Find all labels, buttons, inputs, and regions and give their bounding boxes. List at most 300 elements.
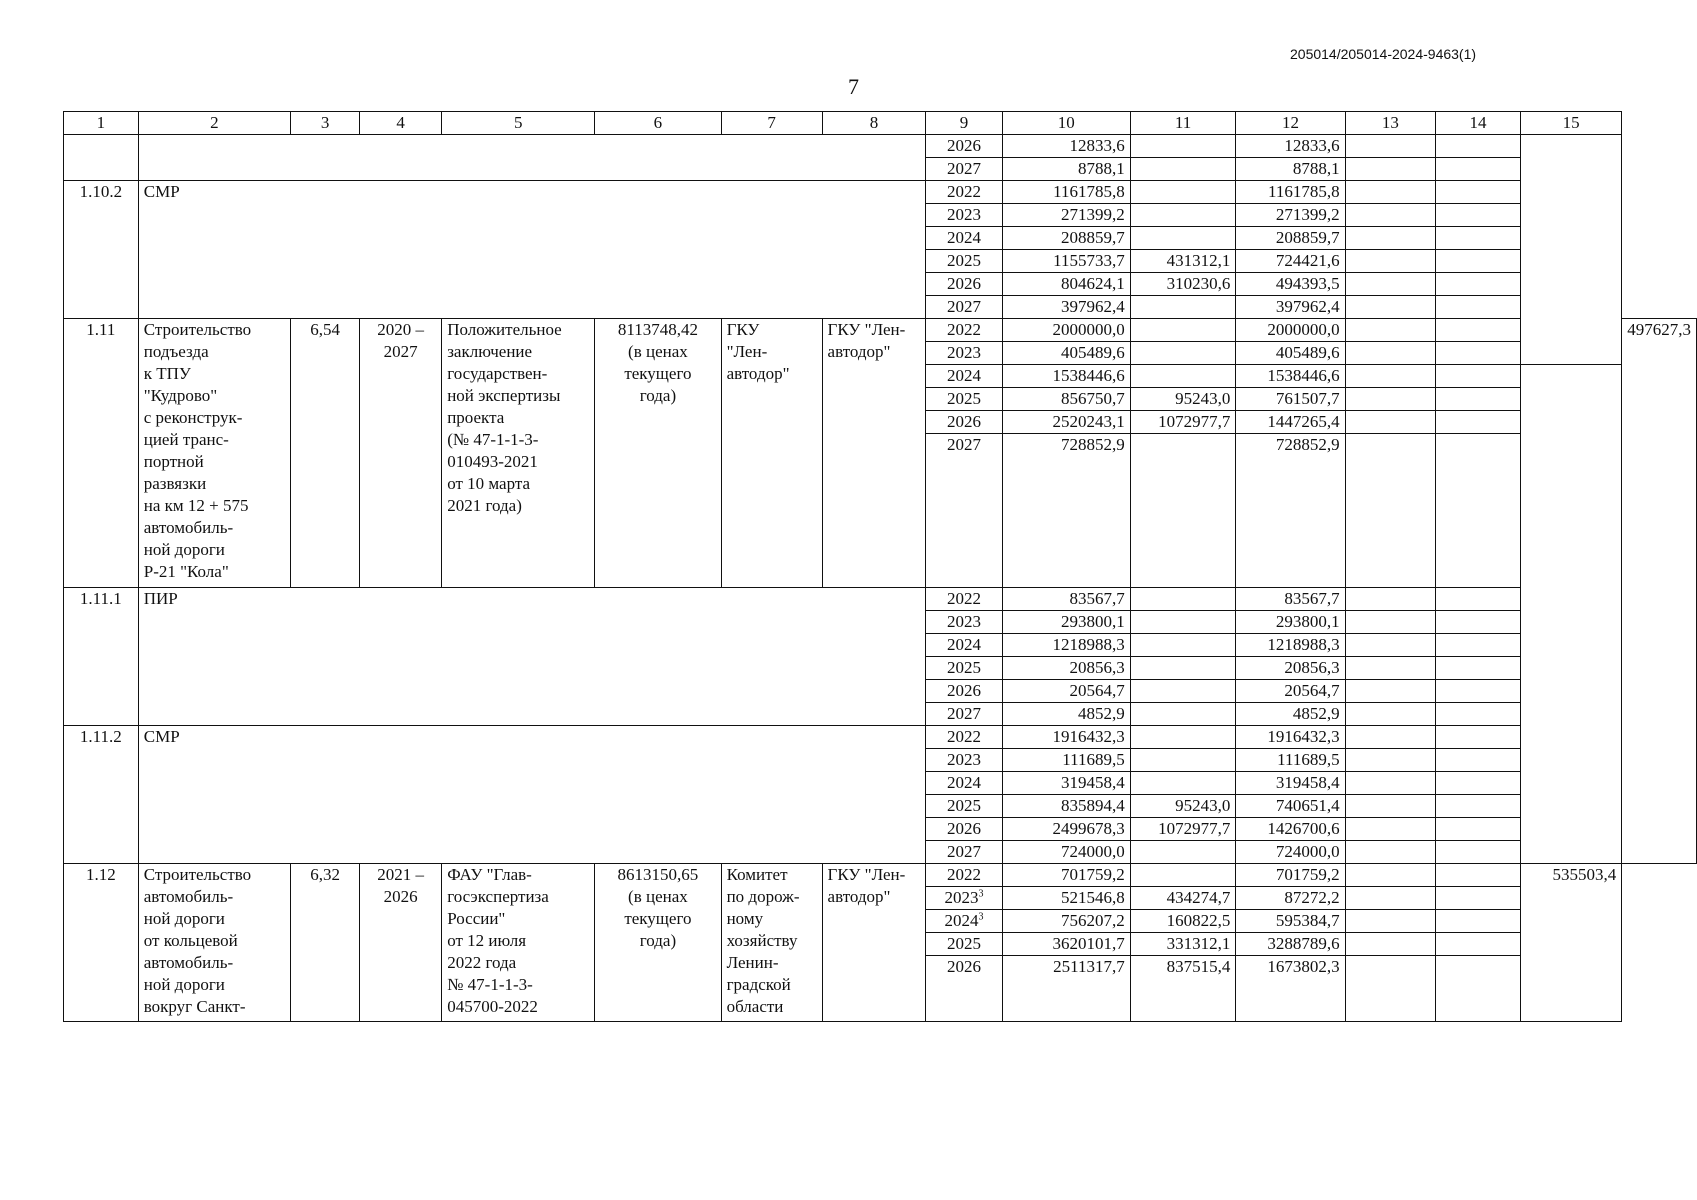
col-header: 1 <box>64 112 139 135</box>
col13-cell <box>1345 864 1435 887</box>
stage-name-cell: СМР <box>138 726 926 864</box>
row-number-cell: 1.11 <box>64 319 139 588</box>
federal-amount-cell <box>1130 634 1236 657</box>
col14-cell <box>1436 158 1521 181</box>
expertise-cell-line: проекта <box>447 408 505 427</box>
year-cell: 2025 <box>926 657 1002 680</box>
regional-amount-cell: 740651,4 <box>1236 795 1345 818</box>
total-amount-cell: 1155733,7 <box>1002 250 1130 273</box>
col13-cell <box>1345 135 1435 158</box>
federal-amount-cell <box>1130 135 1236 158</box>
regional-amount-cell: 208859,7 <box>1236 227 1345 250</box>
total-amount-cell: 1218988,3 <box>1002 634 1130 657</box>
year-cell: 2027 <box>926 296 1002 319</box>
regional-amount-cell: 1218988,3 <box>1236 634 1345 657</box>
regional-amount-cell: 293800,1 <box>1236 611 1345 634</box>
continuation-cell <box>138 135 926 181</box>
col14-cell <box>1436 703 1521 726</box>
expertise-cell-line: госэкспертиза <box>447 887 549 906</box>
regional-amount-cell: 1447265,4 <box>1236 411 1345 434</box>
col14-cell <box>1436 273 1521 296</box>
col14-cell <box>1436 434 1521 588</box>
regional-amount-cell: 3288789,6 <box>1236 933 1345 956</box>
total-amount-cell: 701759,2 <box>1002 864 1130 887</box>
total-amount-cell: 2000000,0 <box>1002 319 1130 342</box>
cost-cell-line: текущего <box>624 909 692 928</box>
federal-amount-cell <box>1130 204 1236 227</box>
year-cell: 2023 <box>926 749 1002 772</box>
footnote-mark: 3 <box>978 888 984 900</box>
expertise-cell-line: 2022 года <box>447 953 517 972</box>
year-cell: 2022 <box>926 181 1002 204</box>
year-cell: 2022 <box>926 588 1002 611</box>
regional-amount-cell: 271399,2 <box>1236 204 1345 227</box>
row-number-cell: 1.11.1 <box>64 588 139 726</box>
col14-cell <box>1436 841 1521 864</box>
expertise-cell-line: ФАУ "Глав- <box>447 865 532 884</box>
table-row <box>64 181 1697 204</box>
col-header: 4 <box>360 112 442 135</box>
col13-cell <box>1345 158 1435 181</box>
col-header: 11 <box>1130 112 1236 135</box>
table-row <box>64 588 1697 611</box>
col13-cell <box>1345 227 1435 250</box>
regional-amount-cell: 1916432,3 <box>1236 726 1345 749</box>
year-cell: 2026 <box>926 956 1002 1022</box>
col13-cell <box>1345 887 1435 910</box>
col13-cell <box>1345 273 1435 296</box>
col13-cell <box>1345 634 1435 657</box>
total-amount-cell: 521546,8 <box>1002 887 1130 910</box>
col14-cell <box>1436 956 1521 1022</box>
regional-amount-cell: 761507,7 <box>1236 388 1345 411</box>
expertise-cell-line: от 12 июля <box>447 931 527 950</box>
federal-amount-cell <box>1130 657 1236 680</box>
regional-amount-cell: 111689,5 <box>1236 749 1345 772</box>
federal-amount-cell: 434274,7 <box>1130 887 1236 910</box>
total-amount-cell: 319458,4 <box>1002 772 1130 795</box>
customer-cell-line: автодор" <box>726 364 790 383</box>
customer-cell-line: "Лен- <box>726 342 768 361</box>
object-name-cell-line: развязки <box>143 474 207 493</box>
col-header: 6 <box>595 112 721 135</box>
period-cell-line: 2026 <box>383 887 418 906</box>
customer-cell-line: Ленин- <box>726 953 779 972</box>
col13-cell <box>1345 841 1435 864</box>
federal-amount-cell: 1072977,7 <box>1130 818 1236 841</box>
federal-amount-cell <box>1130 588 1236 611</box>
object-name-cell-line: автомобиль- <box>143 518 234 537</box>
federal-amount-cell <box>1130 864 1236 887</box>
federal-amount-cell <box>1130 772 1236 795</box>
total-amount-cell: 20564,7 <box>1002 680 1130 703</box>
row-number-cell: 1.12 <box>64 864 139 1022</box>
year-cell: 2023 <box>926 342 1002 365</box>
year-cell: 2026 <box>926 680 1002 703</box>
regional-amount-cell: 87272,2 <box>1236 887 1345 910</box>
expertise-cell-line: ной экспертизы <box>447 386 561 405</box>
col14-cell <box>1436 388 1521 411</box>
customer-cell-line: области <box>726 997 784 1016</box>
federal-amount-cell: 1072977,7 <box>1130 411 1236 434</box>
col-header: 13 <box>1345 112 1435 135</box>
col14-cell <box>1436 204 1521 227</box>
header-row <box>64 112 1697 135</box>
object-name-cell <box>138 319 290 588</box>
regional-amount-cell: 1161785,8 <box>1236 181 1345 204</box>
length-km-cell: 6,32 <box>291 864 360 1022</box>
total-amount-cell: 756207,2 <box>1002 910 1130 933</box>
col14-cell <box>1436 342 1521 365</box>
col14-cell <box>1436 634 1521 657</box>
federal-amount-cell: 95243,0 <box>1130 388 1236 411</box>
page-number: 7 <box>848 74 859 99</box>
table-row <box>64 726 1697 749</box>
col13-cell <box>1345 611 1435 634</box>
year-cell: 2022 <box>926 726 1002 749</box>
col-header: 7 <box>721 112 822 135</box>
expertise-cell <box>442 319 595 588</box>
federal-amount-cell <box>1130 680 1236 703</box>
expertise-cell-line: (№ 47-1-1-3- <box>447 430 539 449</box>
col14-cell <box>1436 181 1521 204</box>
period-cell-line: 2020 – <box>377 320 425 339</box>
total-amount-cell: 12833,6 <box>1002 135 1130 158</box>
federal-amount-cell <box>1130 703 1236 726</box>
expertise-cell-line: 045700-2022 <box>447 997 538 1016</box>
col13-cell <box>1345 910 1435 933</box>
col13-cell <box>1345 772 1435 795</box>
period-cell <box>360 319 442 588</box>
regional-amount-cell: 1673802,3 <box>1236 956 1345 1022</box>
object-name-cell-line: с реконструк- <box>143 408 243 427</box>
stage-name-cell: ПИР <box>138 588 926 726</box>
expertise-cell-line: заключение <box>447 342 533 361</box>
col14-cell <box>1436 910 1521 933</box>
year-cell <box>926 887 1002 910</box>
program-table <box>63 111 1697 1022</box>
year-cell: 2027 <box>926 703 1002 726</box>
total-amount-cell: 728852,9 <box>1002 434 1130 588</box>
col14-cell <box>1436 135 1521 158</box>
col-header: 9 <box>926 112 1002 135</box>
customer-cell-line: градской <box>726 975 791 994</box>
col13-cell <box>1345 388 1435 411</box>
expertise-cell-line: России" <box>447 909 506 928</box>
federal-amount-cell: 95243,0 <box>1130 795 1236 818</box>
col13-cell <box>1345 657 1435 680</box>
object-name-cell-line: ной дороги <box>143 540 225 559</box>
expertise-cell-line: государствен- <box>447 364 548 383</box>
federal-amount-cell <box>1130 611 1236 634</box>
expertise-cell-line: № 47-1-1-3- <box>447 975 533 994</box>
federal-amount-cell: 331312,1 <box>1130 933 1236 956</box>
year-cell: 2027 <box>926 158 1002 181</box>
customer-cell-line: ному <box>726 909 764 928</box>
col15-cell <box>1520 135 1621 365</box>
year-cell: 2023 <box>926 204 1002 227</box>
total-amount-cell: 1161785,8 <box>1002 181 1130 204</box>
col13-cell <box>1345 703 1435 726</box>
regional-amount-cell: 4852,9 <box>1236 703 1345 726</box>
customer-cell <box>721 319 822 588</box>
table-row <box>64 135 1697 158</box>
object-name-cell-line: цией транс- <box>143 430 229 449</box>
year-cell: 2025 <box>926 388 1002 411</box>
col14-cell <box>1436 588 1521 611</box>
federal-amount-cell <box>1130 434 1236 588</box>
total-amount-cell: 208859,7 <box>1002 227 1130 250</box>
federal-amount-cell <box>1130 726 1236 749</box>
period-cell-line: 2021 – <box>377 865 425 884</box>
object-name-cell-line: к ТПУ <box>143 364 191 383</box>
year-cell: 2025 <box>926 795 1002 818</box>
cost-cell-line: года) <box>639 386 677 405</box>
year-cell: 2027 <box>926 434 1002 588</box>
federal-amount-cell <box>1130 319 1236 342</box>
regional-amount-cell: 8788,1 <box>1236 158 1345 181</box>
col14-cell <box>1436 864 1521 887</box>
object-name-cell-line: Р-21 "Кола" <box>143 562 229 581</box>
expertise-cell-line: Положительное <box>447 320 562 339</box>
col14-cell <box>1436 296 1521 319</box>
regional-amount-cell: 2000000,0 <box>1236 319 1345 342</box>
stage-name-cell: СМР <box>138 181 926 319</box>
year-cell: 2026 <box>926 135 1002 158</box>
year-cell: 2026 <box>926 273 1002 296</box>
builder-cell <box>822 864 926 1022</box>
year-cell: 2026 <box>926 411 1002 434</box>
federal-amount-cell <box>1130 749 1236 772</box>
object-name-cell-line: Строительство <box>143 320 252 339</box>
col13-cell <box>1345 411 1435 434</box>
footnote-mark: 3 <box>978 911 984 923</box>
col14-cell <box>1436 680 1521 703</box>
total-amount-cell: 2520243,1 <box>1002 411 1130 434</box>
federal-amount-cell <box>1130 227 1236 250</box>
object-name-cell-line: от кольцевой <box>143 931 238 950</box>
regional-amount-cell: 595384,7 <box>1236 910 1345 933</box>
row-number-cell: 1.10.2 <box>64 181 139 319</box>
col14-cell <box>1436 887 1521 910</box>
year-cell: 2023 <box>926 611 1002 634</box>
federal-amount-cell: 310230,6 <box>1130 273 1236 296</box>
total-amount-cell: 1916432,3 <box>1002 726 1130 749</box>
col-header: 12 <box>1236 112 1345 135</box>
year-cell: 2022 <box>926 319 1002 342</box>
col13-cell <box>1345 204 1435 227</box>
object-name-cell-line: вокруг Санкт- <box>143 997 246 1016</box>
col13-cell <box>1345 726 1435 749</box>
cost-cell-line: (в ценах <box>628 887 688 906</box>
builder-cell-line: ГКУ "Лен- <box>827 320 906 339</box>
year-cell: 2025 <box>926 250 1002 273</box>
object-name-cell-line: портной <box>143 452 204 471</box>
col14-cell <box>1436 795 1521 818</box>
total-amount-cell: 835894,4 <box>1002 795 1130 818</box>
regional-amount-cell: 83567,7 <box>1236 588 1345 611</box>
year-cell: 2027 <box>926 841 1002 864</box>
customer-cell-line: хозяйству <box>726 931 798 950</box>
regional-amount-cell: 12833,6 <box>1236 135 1345 158</box>
regional-amount-cell: 494393,5 <box>1236 273 1345 296</box>
object-name-cell-line: "Кудрово" <box>143 386 218 405</box>
federal-amount-cell: 837515,4 <box>1130 956 1236 1022</box>
object-name-cell-line: ной дороги <box>143 909 225 928</box>
total-amount-cell: 405489,6 <box>1002 342 1130 365</box>
col-header: 14 <box>1436 112 1521 135</box>
federal-amount-cell <box>1130 342 1236 365</box>
period-cell <box>360 864 442 1022</box>
col-header: 8 <box>822 112 926 135</box>
col13-cell <box>1345 749 1435 772</box>
total-amount-cell: 804624,1 <box>1002 273 1130 296</box>
builder-cell-line: автодор" <box>827 887 891 906</box>
col14-cell <box>1436 227 1521 250</box>
customer-cell-line: Комитет <box>726 865 788 884</box>
document-id: 205014/205014-2024-9463(1) <box>1290 46 1477 62</box>
year-cell: 2024 <box>926 365 1002 388</box>
federal-amount-cell: 160822,5 <box>1130 910 1236 933</box>
col-header: 15 <box>1520 112 1621 135</box>
total-amount-cell: 1538446,6 <box>1002 365 1130 388</box>
col13-cell <box>1345 250 1435 273</box>
regional-amount-cell: 405489,6 <box>1236 342 1345 365</box>
col13-cell <box>1345 181 1435 204</box>
federal-amount-cell: 431312,1 <box>1130 250 1236 273</box>
total-amount-cell: 397962,4 <box>1002 296 1130 319</box>
total-amount-cell: 293800,1 <box>1002 611 1130 634</box>
year-value: 2023 <box>944 888 979 907</box>
col13-cell <box>1345 434 1435 588</box>
col13-cell <box>1345 588 1435 611</box>
col14-cell <box>1436 657 1521 680</box>
table-row <box>64 864 1697 887</box>
federal-amount-cell <box>1130 181 1236 204</box>
year-cell: 2024 <box>926 634 1002 657</box>
col14-cell <box>1436 726 1521 749</box>
col14-cell <box>1436 319 1521 342</box>
object-name-cell-line: ной дороги <box>143 975 225 994</box>
col15-value-cell: 497627,3 <box>1622 319 1697 864</box>
expertise-cell <box>442 864 595 1022</box>
col13-cell <box>1345 319 1435 342</box>
cost-cell-line: (в ценах <box>628 342 688 361</box>
total-amount-cell: 4852,9 <box>1002 703 1130 726</box>
object-name-cell-line: автомобиль- <box>143 953 234 972</box>
regional-amount-cell: 701759,2 <box>1236 864 1345 887</box>
row-number-cell: 1.11.2 <box>64 726 139 864</box>
col13-cell <box>1345 365 1435 388</box>
expertise-cell-line: 2021 года) <box>447 496 522 515</box>
regional-amount-cell: 728852,9 <box>1236 434 1345 588</box>
col14-cell <box>1436 749 1521 772</box>
cost-cell-line: текущего <box>624 364 692 383</box>
year-cell: 2026 <box>926 818 1002 841</box>
total-amount-cell: 83567,7 <box>1002 588 1130 611</box>
total-amount-cell: 271399,2 <box>1002 204 1130 227</box>
total-amount-cell: 8788,1 <box>1002 158 1130 181</box>
table-row <box>64 319 1697 342</box>
customer-cell-line: по дорож- <box>726 887 800 906</box>
col13-cell <box>1345 342 1435 365</box>
col13-cell <box>1345 296 1435 319</box>
customer-cell <box>721 864 822 1022</box>
row-number-cell <box>64 135 139 181</box>
cost-cell-line: 8613150,65 <box>617 865 699 884</box>
federal-amount-cell <box>1130 365 1236 388</box>
object-name-cell-line: Строительство <box>143 865 252 884</box>
col-header: 3 <box>291 112 360 135</box>
col14-cell <box>1436 611 1521 634</box>
length-km-cell: 6,54 <box>291 319 360 588</box>
col14-cell <box>1436 818 1521 841</box>
total-amount-cell: 111689,5 <box>1002 749 1130 772</box>
customer-cell-line: ГКУ <box>726 320 760 339</box>
col15-value-cell: 535503,4 <box>1520 864 1621 1022</box>
col14-cell <box>1436 933 1521 956</box>
expertise-cell-line: 010493-2021 <box>447 452 538 471</box>
total-amount-cell: 20856,3 <box>1002 657 1130 680</box>
col-header: 10 <box>1002 112 1130 135</box>
total-amount-cell: 2499678,3 <box>1002 818 1130 841</box>
expertise-cell-line: от 10 марта <box>447 474 531 493</box>
regional-amount-cell: 397962,4 <box>1236 296 1345 319</box>
cost-cell <box>595 319 721 588</box>
federal-amount-cell <box>1130 158 1236 181</box>
federal-amount-cell <box>1130 296 1236 319</box>
year-value: 2024 <box>944 911 979 930</box>
regional-amount-cell: 724421,6 <box>1236 250 1345 273</box>
object-name-cell-line: автомобиль- <box>143 887 234 906</box>
cost-cell-line: 8113748,42 <box>617 320 698 339</box>
col13-cell <box>1345 956 1435 1022</box>
col14-cell <box>1436 772 1521 795</box>
regional-amount-cell: 1426700,6 <box>1236 818 1345 841</box>
cost-cell <box>595 864 721 1022</box>
col13-cell <box>1345 818 1435 841</box>
regional-amount-cell: 20564,7 <box>1236 680 1345 703</box>
col14-cell <box>1436 365 1521 388</box>
year-cell: 2024 <box>926 772 1002 795</box>
col13-cell <box>1345 680 1435 703</box>
regional-amount-cell: 1538446,6 <box>1236 365 1345 388</box>
total-amount-cell: 724000,0 <box>1002 841 1130 864</box>
builder-cell-line: ГКУ "Лен- <box>827 865 906 884</box>
col13-cell <box>1345 795 1435 818</box>
year-cell: 2024 <box>926 227 1002 250</box>
col-header: 2 <box>138 112 290 135</box>
year-cell: 2025 <box>926 933 1002 956</box>
year-cell: 2022 <box>926 864 1002 887</box>
total-amount-cell: 3620101,7 <box>1002 933 1130 956</box>
object-name-cell-line: подъезда <box>143 342 209 361</box>
regional-amount-cell: 724000,0 <box>1236 841 1345 864</box>
object-name-cell-line: на км 12 + 575 <box>143 496 249 515</box>
regional-amount-cell: 319458,4 <box>1236 772 1345 795</box>
col14-cell <box>1436 411 1521 434</box>
total-amount-cell: 2511317,7 <box>1002 956 1130 1022</box>
object-name-cell <box>138 864 290 1022</box>
cost-cell-line: года) <box>639 931 677 950</box>
federal-amount-cell <box>1130 841 1236 864</box>
period-cell-line: 2027 <box>383 342 418 361</box>
year-cell <box>926 910 1002 933</box>
total-amount-cell: 856750,7 <box>1002 388 1130 411</box>
col-header: 5 <box>442 112 595 135</box>
col14-cell <box>1436 250 1521 273</box>
builder-cell-line: автодор" <box>827 342 891 361</box>
